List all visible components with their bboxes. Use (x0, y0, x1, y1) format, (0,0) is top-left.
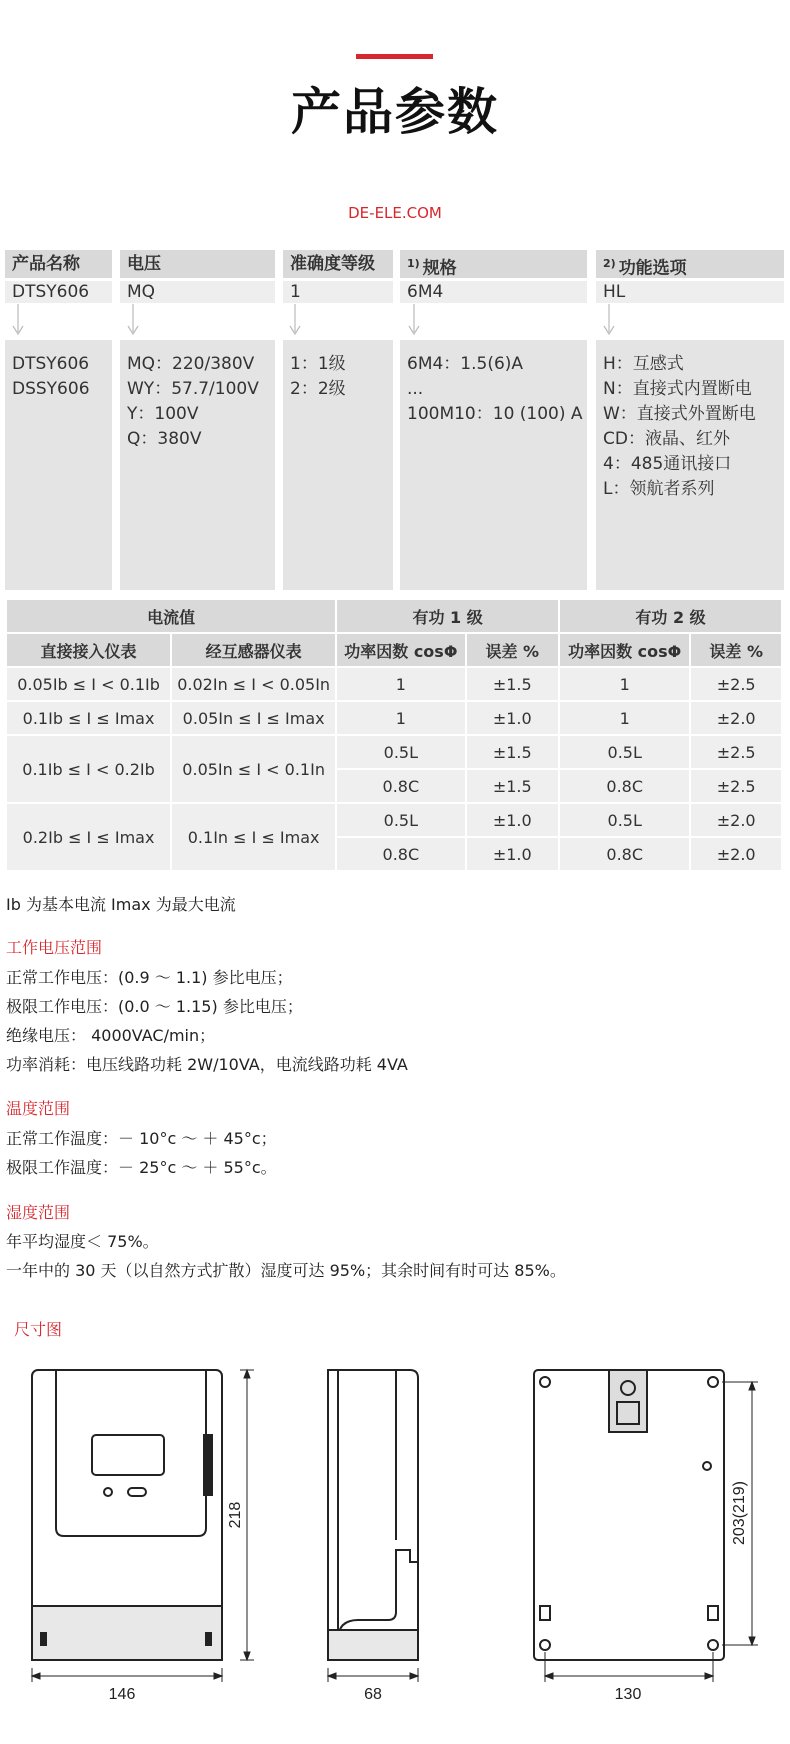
subheader-ct: 经互感器仪表 (172, 634, 335, 666)
footnote-marker: 2) (603, 257, 616, 270)
humidity-line: 年平均湿度＜ 75%。 (6, 1232, 159, 1251)
down-arrow-icon (289, 304, 301, 338)
cell-direct: 0.1Ib ≤ I ≤ Imax (7, 702, 170, 734)
temperature-line: 极限工作温度：－ 25°c ～ ＋ 55°c。 (6, 1158, 277, 1177)
cell-pf1: 0.5L (337, 804, 464, 836)
selection-options-accuracy (283, 340, 393, 590)
voltage-line: 功率消耗：电压线路功耗 2W/10VA，电流线路功耗 4VA (6, 1055, 408, 1074)
side-depth-label: 68 (364, 1686, 382, 1703)
option-item: MQ：220/380V (127, 354, 255, 374)
cell-err2: ±2.0 (691, 804, 781, 836)
cell-ct: 0.02In ≤ I < 0.05In (172, 668, 335, 700)
page-title: 产品参数 (291, 83, 499, 141)
cell-err2: ±2.5 (691, 736, 781, 768)
section-title-humidity: 湿度范围 (6, 1203, 71, 1222)
cell-err2: ±2.5 (691, 668, 781, 700)
cell-pf1: 1 (337, 702, 464, 734)
back-dimension-lines (545, 1382, 758, 1682)
down-arrow-icon (12, 304, 24, 338)
front-height-label: 218 (227, 1501, 244, 1529)
cell-err2: ±2.5 (691, 770, 781, 802)
column-example-value: 6M4 (400, 281, 587, 303)
cell-pf2: 0.5L (560, 804, 689, 836)
option-item: N：直接式内置断电 (603, 379, 752, 399)
option-item: Y：100V (127, 404, 199, 424)
cell-pf1: 0.8C (337, 838, 464, 870)
cell-pf2: 0.8C (560, 838, 689, 870)
option-item: Q：380V (127, 429, 202, 449)
selection-column-accuracy (283, 250, 393, 303)
back-view (534, 1370, 724, 1660)
title-accent-bar (356, 54, 433, 59)
option-item: WY：57.7/100V (127, 379, 259, 399)
cell-pf1: 0.8C (337, 770, 464, 802)
selection-column-voltage (120, 250, 275, 303)
cell-pf2: 0.5L (560, 736, 689, 768)
option-item: 1：1级 (290, 354, 346, 374)
group-header-class2: 有功 2 级 (560, 600, 781, 632)
column-header: 电压 (120, 250, 275, 278)
cell-pf2: 1 (560, 668, 689, 700)
selection-options-functions (596, 340, 784, 590)
cell-ct: 0.05In ≤ I ≤ Imax (172, 702, 335, 734)
option-item: L：领航者系列 (603, 479, 715, 499)
cell-pf2: 1 (560, 702, 689, 734)
group-header-class1: 有功 1 级 (337, 600, 558, 632)
cell-pf1: 1 (337, 668, 464, 700)
table-row (7, 736, 781, 768)
subheader-pf-class1: 功率因数 cosΦ (337, 634, 464, 666)
selection-options-voltage (120, 340, 275, 590)
back-height-label: 203(219) (731, 1480, 748, 1546)
option-item: 4：485通讯接口 (603, 454, 732, 474)
cell-err2: ±2.0 (691, 702, 781, 734)
option-item: 2：2级 (290, 379, 346, 399)
column-header: 产品名称 (5, 250, 112, 278)
section-title-temperature: 温度范围 (6, 1099, 71, 1118)
cell-err1: ±1.0 (467, 702, 559, 734)
current-error-table (5, 598, 783, 872)
down-arrow-icon (127, 304, 139, 338)
option-item: 100M10：10 (100) A (407, 404, 583, 424)
table-row (7, 668, 781, 700)
option-item: ... (407, 379, 424, 399)
footnote-marker: 1) (407, 257, 420, 270)
cell-direct: 0.1Ib ≤ I < 0.2Ib (7, 736, 170, 802)
cell-ct: 0.05In ≤ I < 0.1In (172, 736, 335, 802)
option-item: W：直接式外置断电 (603, 404, 756, 424)
option-item: CD：液晶、红外 (603, 429, 730, 449)
subheader-error-class2: 误差 % (691, 634, 781, 666)
selection-column-product (5, 250, 112, 303)
section-title-dimensions: 尺寸图 (14, 1320, 63, 1339)
cell-direct: 0.05Ib ≤ I < 0.1Ib (7, 668, 170, 700)
section-title-voltage: 工作电压范围 (6, 938, 103, 957)
side-dimension-lines (328, 1668, 418, 1682)
subheader-pf-class2: 功率因数 cosΦ (560, 634, 689, 666)
dimension-drawings (0, 1340, 790, 1744)
selection-column-spec (400, 250, 587, 303)
humidity-line: 一年中的 30 天（以自然方式扩散）湿度可达 95%；其余时间有时可达 85%。 (6, 1261, 566, 1280)
cell-err1: ±1.5 (467, 668, 559, 700)
column-header-label: 功能选项 (618, 258, 687, 279)
voltage-line: 正常工作电压：(0.9 ～ 1.1) 参比电压； (6, 968, 293, 987)
front-width-label: 146 (108, 1686, 136, 1703)
voltage-line: 绝缘电压： 4000VAC/min； (6, 1026, 216, 1045)
voltage-line: 极限工作电压：(0.0 ～ 1.15) 参比电压； (6, 997, 303, 1016)
front-view (32, 1370, 222, 1660)
cell-err1: ±1.5 (467, 736, 559, 768)
cell-pf2: 0.8C (560, 770, 689, 802)
option-item: 6M4：1.5(6)A (407, 354, 524, 374)
selection-column-functions (596, 250, 784, 303)
column-header (596, 250, 784, 278)
option-item: H：互感式 (603, 354, 684, 374)
down-arrow-icon (603, 304, 615, 338)
cell-err1: ±1.0 (467, 804, 559, 836)
group-header-current: 电流值 (7, 600, 335, 632)
column-example-value: DTSY606 (5, 281, 112, 303)
option-item: DSSY606 (12, 379, 90, 399)
site-name: DE-ELE.COM (348, 204, 442, 222)
selection-options-product (5, 340, 112, 590)
cell-pf1: 0.5L (337, 736, 464, 768)
cell-err2: ±2.0 (691, 838, 781, 870)
subheader-direct: 直接接入仪表 (7, 634, 170, 666)
down-arrow-icon (408, 304, 420, 338)
table-row (7, 702, 781, 734)
table-row (7, 804, 781, 836)
column-header (400, 250, 587, 278)
column-example-value: HL (596, 281, 784, 303)
column-header-label: 规格 (422, 258, 457, 279)
current-note: Ib 为基本电流 Imax 为最大电流 (6, 895, 236, 914)
cell-direct: 0.2Ib ≤ I ≤ Imax (7, 804, 170, 870)
cell-err1: ±1.5 (467, 770, 559, 802)
subheader-error-class1: 误差 % (467, 634, 559, 666)
column-example-value: MQ (120, 281, 275, 303)
option-item: DTSY606 (12, 354, 90, 374)
back-width-label: 130 (614, 1686, 642, 1703)
side-view (328, 1370, 418, 1660)
cell-ct: 0.1In ≤ I ≤ Imax (172, 804, 335, 870)
cell-err1: ±1.0 (467, 838, 559, 870)
column-header: 准确度等级 (283, 250, 393, 278)
selection-options-spec (400, 340, 587, 590)
temperature-line: 正常工作温度：－ 10°c ～ ＋ 45°c； (6, 1129, 277, 1148)
column-example-value: 1 (283, 281, 393, 303)
